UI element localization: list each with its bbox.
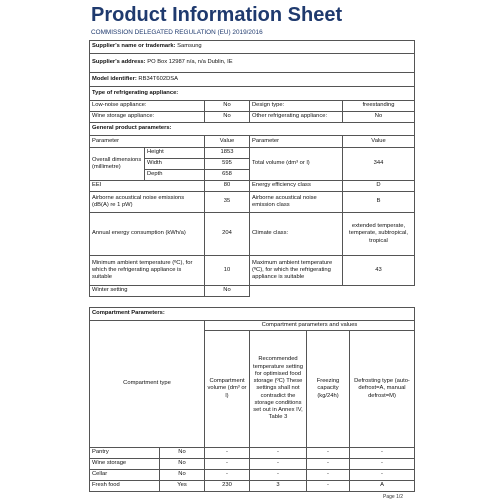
depth-value: 658 bbox=[205, 170, 250, 181]
supplier-name: Samsung bbox=[177, 43, 202, 50]
page-title: Product Information Sheet bbox=[91, 4, 343, 26]
compartment-freezing: - bbox=[307, 448, 350, 459]
annual-energy-label: Annual energy consumption (kWh/a) bbox=[90, 213, 205, 256]
compartment-temperature: - bbox=[250, 448, 307, 459]
width-label: Width bbox=[145, 159, 205, 170]
design-type-value: freestanding bbox=[343, 101, 415, 112]
compartment-heading: Compartment Parameters: bbox=[90, 308, 415, 321]
supplier-address: PO Box 12987 n/a, n/a Dublin, IE bbox=[147, 59, 233, 66]
noise-class-label: Airborne acoustical noise emission class bbox=[250, 192, 343, 213]
compartment-temperature: - bbox=[250, 470, 307, 481]
value-header-2: Value bbox=[343, 136, 415, 148]
width-value: 595 bbox=[205, 159, 250, 170]
page-number: Page 1/2 bbox=[383, 494, 404, 500]
compartment-name: Cellar bbox=[90, 470, 160, 481]
supplier-name-row: Supplier's name or trademark: Samsung bbox=[90, 41, 415, 54]
compartment-freezing: - bbox=[307, 459, 350, 470]
blank-cell bbox=[250, 286, 343, 297]
supplier-address-row: Supplier's address: PO Box 12987 n/a, n/a Dublin, IE bbox=[90, 54, 415, 73]
noise-emissions-label: Airborne acoustical noise emissions (dB(A) re 1 pW) bbox=[90, 192, 205, 213]
compartment-defrost: A bbox=[350, 481, 415, 492]
other-appliance-label: Other refrigerating appliance: bbox=[250, 112, 343, 123]
model-identifier: RB34T602DSA bbox=[138, 75, 179, 82]
general-parameters-table bbox=[89, 135, 415, 297]
depth-label: Depth bbox=[145, 170, 205, 181]
model-row: Model identifier: RB34T602DSA bbox=[90, 73, 415, 87]
other-appliance-value: No bbox=[343, 112, 415, 123]
parameter-header: Parameter bbox=[90, 136, 205, 148]
low-noise-value: No bbox=[205, 101, 250, 112]
eei-label: EEI bbox=[90, 181, 205, 192]
max-temp-label: Maximum ambient temperature (ºC), for which the refrigerating appliance is suitable bbox=[250, 256, 343, 286]
volume-header: Compartment volume (dm³ or l) bbox=[205, 331, 250, 448]
table-row bbox=[90, 481, 415, 492]
info-table bbox=[89, 40, 415, 136]
energy-class-value: D bbox=[343, 181, 415, 192]
type-heading: Type of refrigerating appliance: bbox=[90, 87, 415, 101]
min-temp-label: Minimum ambient temperature (ºC), for which the refrigerating appliance is suitable bbox=[90, 256, 205, 286]
noise-class-value: B bbox=[343, 192, 415, 213]
value-header: Value bbox=[205, 136, 250, 148]
compartment-name: Pantry bbox=[90, 448, 160, 459]
dimensions-label: Overall dimensions (millimetre) bbox=[90, 148, 145, 181]
min-temp-value: 10 bbox=[205, 256, 250, 286]
compartment-params-header: Compartment parameters and values bbox=[205, 321, 415, 331]
compartment-defrost: - bbox=[350, 459, 415, 470]
compartment-temperature: 3 bbox=[250, 481, 307, 492]
total-volume-label: Total volume (dm³ or l) bbox=[250, 148, 343, 181]
table-row bbox=[90, 470, 415, 481]
compartment-volume: - bbox=[205, 448, 250, 459]
annual-energy-value: 204 bbox=[205, 213, 250, 256]
winter-setting-label: Winter setting bbox=[90, 286, 205, 297]
compartment-present: Yes bbox=[160, 481, 205, 492]
wine-storage-value: No bbox=[205, 112, 250, 123]
general-heading: General product parameters: bbox=[90, 123, 415, 136]
compartment-name: Wine storage bbox=[90, 459, 160, 470]
temperature-header: Recommended temperature setting for optimised food storage (ºC) These settings shall not contradict the storage conditions set out in Annex IV, Table 3 bbox=[250, 331, 307, 448]
regulation-subtitle: COMMISSION DELEGATED REGULATION (EU) 2019/2016 bbox=[91, 29, 263, 36]
compartment-present: No bbox=[160, 470, 205, 481]
wine-storage-label: Wine storage appliance: bbox=[90, 112, 205, 123]
compartment-volume: 230 bbox=[205, 481, 250, 492]
compartment-volume: - bbox=[205, 459, 250, 470]
freezing-capacity-header: Freezing capacity (kg/24h) bbox=[307, 331, 350, 448]
compartment-volume: - bbox=[205, 470, 250, 481]
compartment-present: No bbox=[160, 448, 205, 459]
climate-class-value: extended temperate, temperate, subtropical, tropical bbox=[343, 213, 415, 256]
eei-value: 80 bbox=[205, 181, 250, 192]
compartment-freezing: - bbox=[307, 470, 350, 481]
compartment-freezing: - bbox=[307, 481, 350, 492]
winter-setting-value: No bbox=[205, 286, 250, 297]
table-row bbox=[90, 459, 415, 470]
compartment-temperature: - bbox=[250, 459, 307, 470]
low-noise-label: Low-noise appliance: bbox=[90, 101, 205, 112]
max-temp-value: 43 bbox=[343, 256, 415, 286]
compartment-table bbox=[89, 307, 415, 492]
total-volume-value: 344 bbox=[343, 148, 415, 181]
height-label: Height bbox=[145, 148, 205, 159]
energy-class-label: Energy efficiency class bbox=[250, 181, 343, 192]
compartment-defrost: - bbox=[350, 470, 415, 481]
design-type-label: Design type: bbox=[250, 101, 343, 112]
compartment-type-header: Compartment type bbox=[90, 321, 205, 448]
compartment-defrost: - bbox=[350, 448, 415, 459]
noise-emissions-value: 35 bbox=[205, 192, 250, 213]
climate-class-label: Climate class: bbox=[250, 213, 343, 256]
parameter-header-2: Parameter bbox=[250, 136, 343, 148]
compartment-name: Fresh food bbox=[90, 481, 160, 492]
compartment-present: No bbox=[160, 459, 205, 470]
table-row bbox=[90, 448, 415, 459]
blank-cell bbox=[343, 286, 415, 297]
height-value: 1853 bbox=[205, 148, 250, 159]
defrost-type-header: Defrosting type (auto-defrost=A, manual defrost=M) bbox=[350, 331, 415, 448]
